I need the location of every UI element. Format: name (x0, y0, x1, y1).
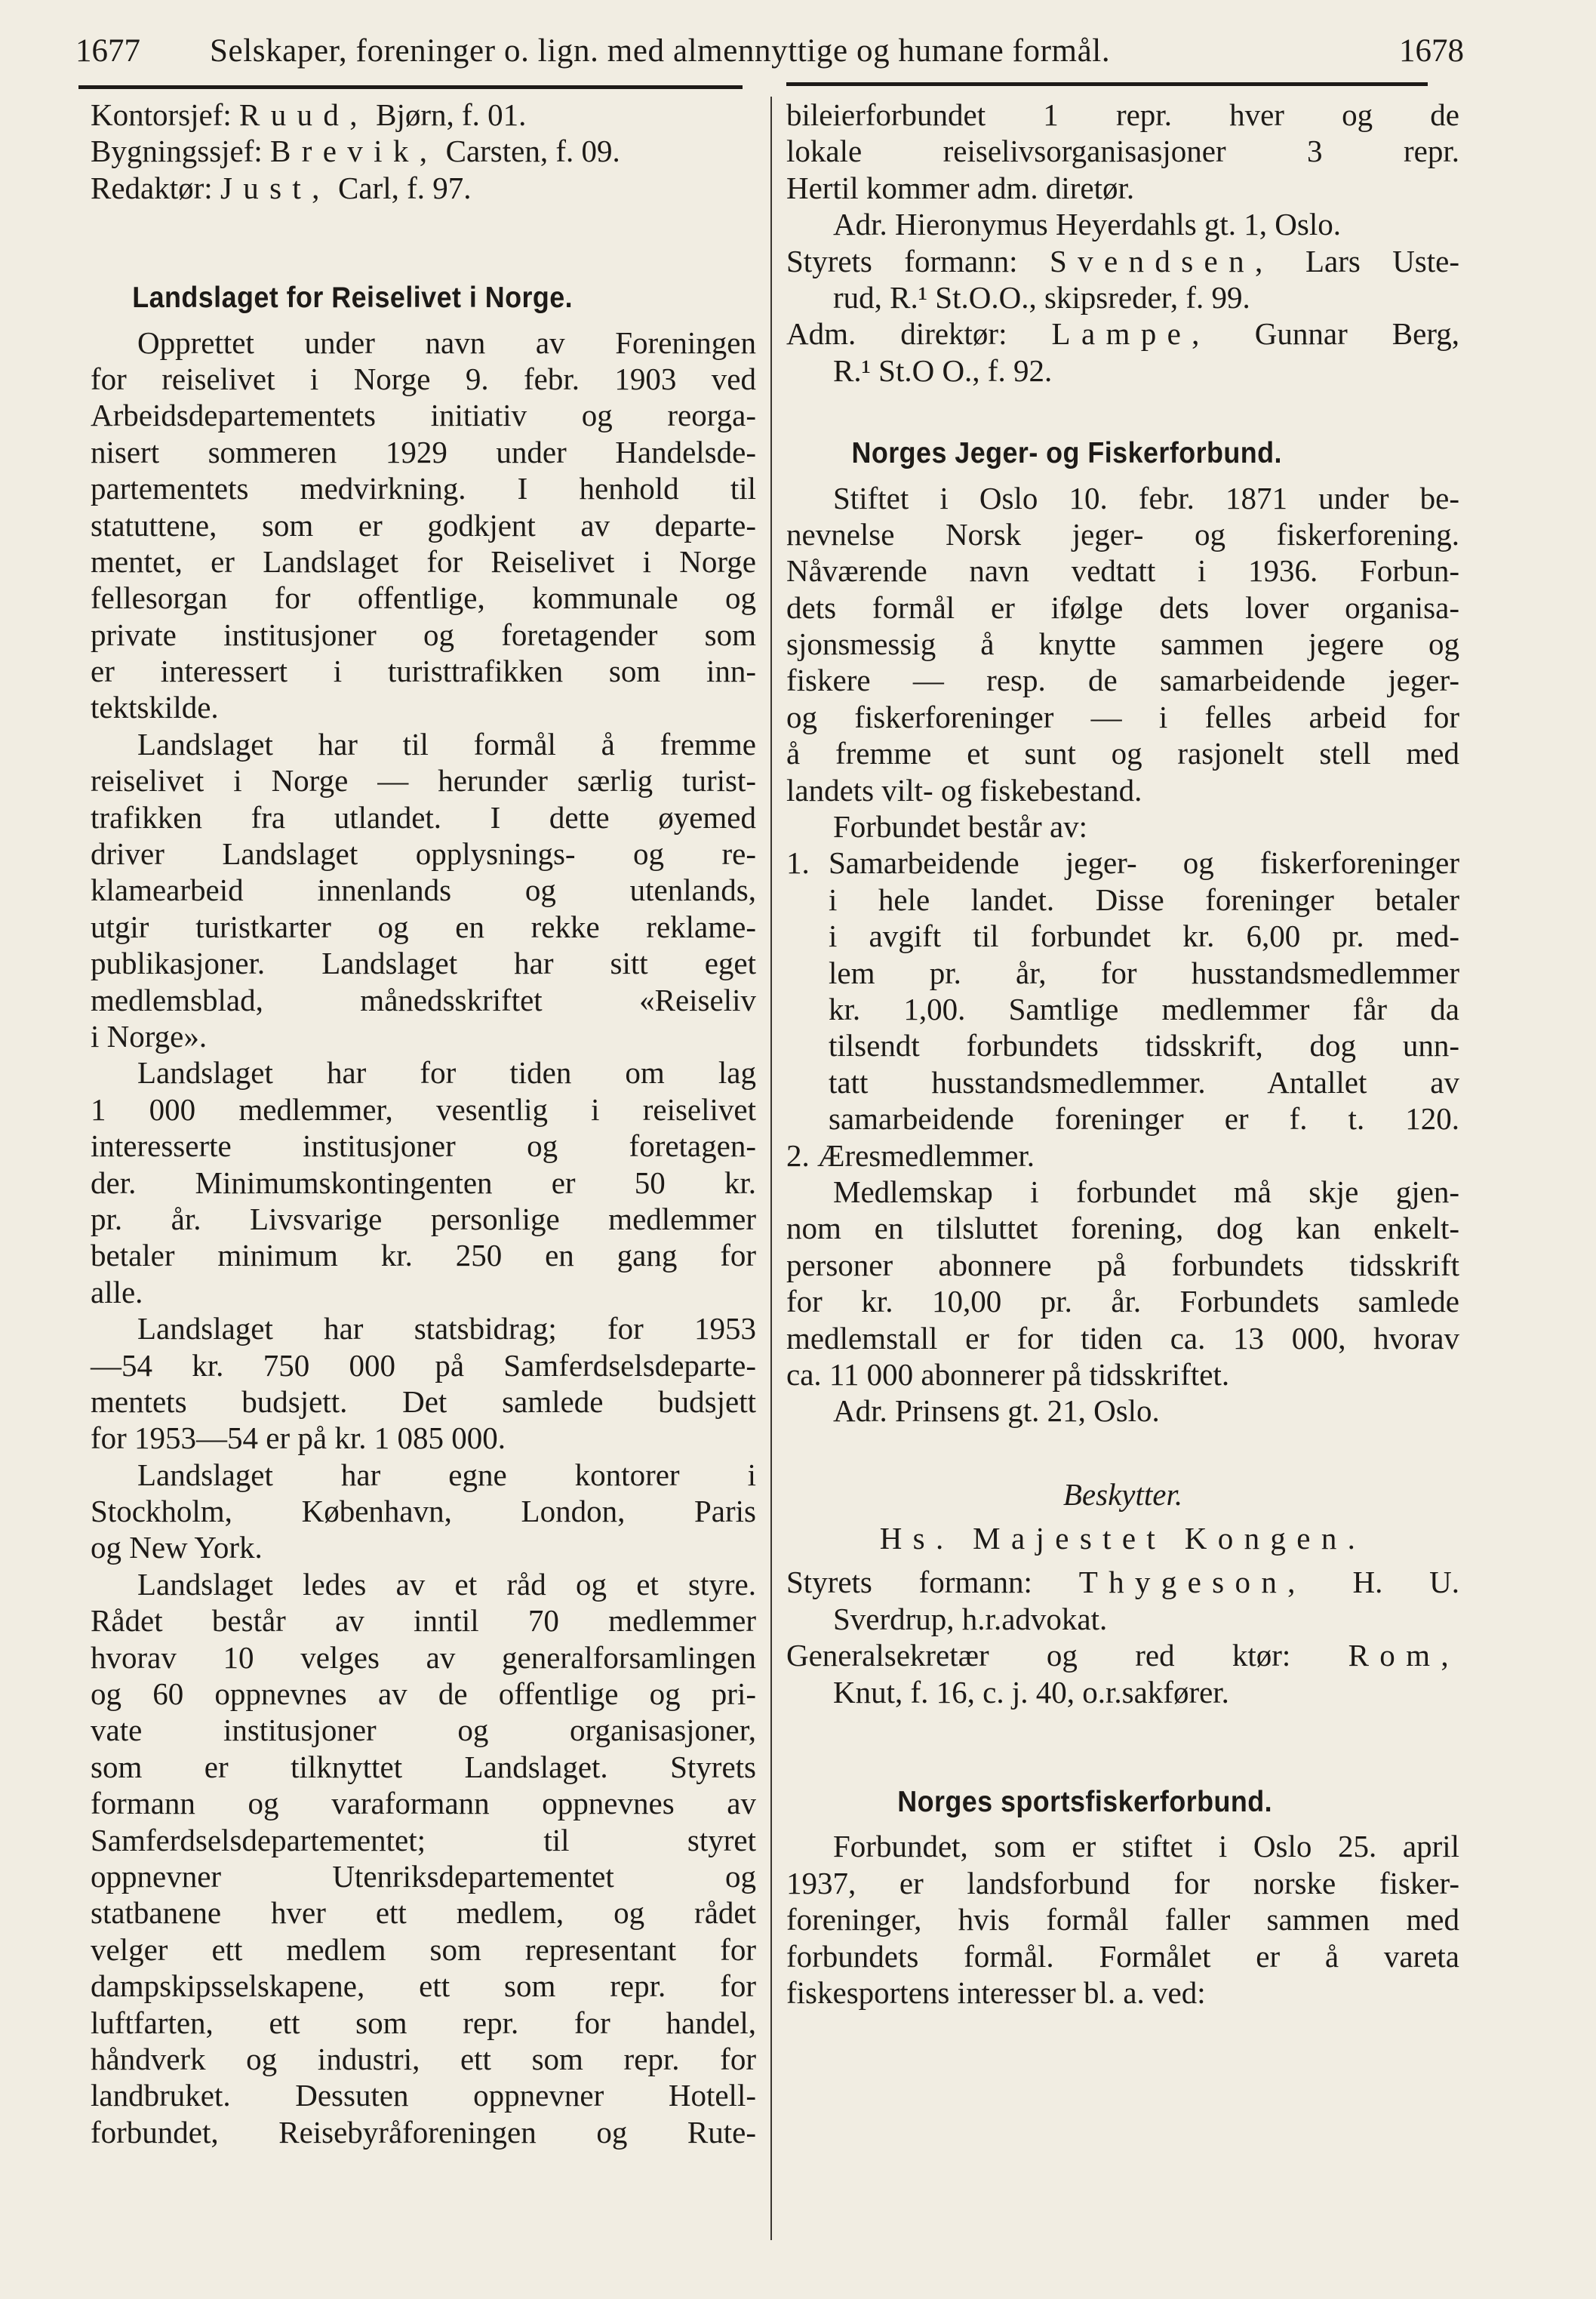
paragraph: Stiftet i Oslo 10. febr. 1871 under be- nevnelse Norsk jeger- og fiskerforening. Nåværende navn vedtatt i 1936. Forbun- dets formål er ifølge dets lover organisa- sjonsmessig å knytte sammen jegere og fiskere — resp. de samarbeidende jeger- og fiskerforeninger — i felles arbeid for å fremme et sunt og rasjonelt stell med landets vilt- og fiskebestand. (786, 480, 1459, 808)
list-item: 2. Æresmedlemmer. (786, 1137, 1035, 1173)
chairman-line: Styrets formann: Thygeson, H. U. (786, 1565, 1460, 1600)
paragraph: Landslaget har egne kontorer i Stockholm, København, London, Paris og New York. (91, 1457, 756, 1565)
chairman-line: Styrets formann: Svendsen, Lars Uste- (786, 243, 1460, 279)
column-divider (770, 97, 772, 2240)
paragraph: Opprettet under navn av Foreningen for reiselivet i Norge 9. febr. 1903 ved Arbeidsdepartementets initiativ og reorga- nisert sommeren 1929 under Handelsde- partementets medvirkning. I henhold til statuttene, som er godkjent av departe- mentet, er Landslaget for Reiselivet i Norge fellesorgan for offentlige, kommunale og private institusjoner og foretagender som er interessert i turisttrafikken som inn- tektskilde. (91, 325, 756, 725)
patron-label: Beskytter. (1062, 1476, 1183, 1512)
left-column (91, 97, 756, 2150)
secretary-line: Generalsekretær og red ktør: Rom, (786, 1638, 1459, 1673)
section-heading-landslaget: Landslaget for Reiselivet i Norge. (132, 282, 574, 315)
header-rule-right (786, 82, 1428, 86)
running-title: Selskaper, foreninger o. lign. med almennyttige og humane formål. (210, 33, 1111, 69)
page-header (75, 29, 1464, 74)
paragraph: Landslaget ledes av et råd og et styre. Rådet består av inntil 70 medlemmer hvorav 10 velges av generalforsamlingen og 60 oppnevnes av de offentlige og pri- vate institusjoner og organisasjoner, som er tilknyttet Landslaget. Styrets formann og varaformann oppnevnes av Samferdselsdepartementet; til styret oppnevner Utenriksdepartementet og statbanene hver ett medlem, og rådet velger ett medlem som representant for dampskipsselskapene, ett som repr. for luftfarten, ett som repr. for handel, håndverk og industri, ett som repr. for landbruket. Dessuten oppnevner Hotell- forbundet, Reisebyråforeningen og Rute- (91, 1566, 756, 2150)
paragraph: bileierforbundet 1 repr. hver og de lokale reiselivsorganisasjoner 3 repr. Hertil kommer adm. diretør. (786, 97, 1459, 205)
page-number-right: 1678 (1399, 33, 1464, 69)
paragraph: Forbundet, som er stiftet i Oslo 25. april 1937, er landsforbund for norske fisker- foreninger, hvis formål faller sammen med forbundets formål. Formålet er å vareta fiskesportens interesser bl. a. ved: (786, 1829, 1459, 2010)
director-line: Adm. direktør: Lampe, Gunnar Berg, (786, 316, 1460, 352)
staff-line: Bygningssjef: Brevik, Carsten, f. 09. (91, 134, 620, 169)
staff-line: Kontorsjef: Ruud, Bjørn, f. 01. (91, 97, 527, 132)
section-heading-jeger: Norges Jeger- og Fiskerforbund. (851, 437, 1282, 470)
staff-line: Redaktør: Just, Carl, f. 97. (91, 170, 472, 205)
address-line: Adr. Prinsens gt. 21, Oslo. (833, 1393, 1160, 1429)
address-line: Adr. Hieronymus Heyerdahls gt. 1, Oslo. (833, 207, 1341, 242)
list-item: 1. Samarbeidende jeger- og fiskerforeninger i hele landet. Disse foreninger betaler i avgift til forbundet kr. 6,00 pr. med- lem pr. år, for husstandsmedlemmer kr. 1,00. Samtlige medlemmer får da tilsendt forbundets tidsskrift, dog unn- tatt husstandsmedlemmer. Antallet av samarbeidende foreninger er f. t. 120. (786, 845, 1459, 1137)
paragraph: Landslaget har statsbidrag; for 1953 —54 kr. 750 000 på Samferdselsdeparte- mentets budsjett. Det samlede budsjett for 1953—54 er på kr. 1 085 000. (91, 1311, 756, 1456)
section-heading-sportsfisker: Norges sportsfiskerforbund. (897, 1786, 1273, 1819)
header-rule-left (78, 85, 743, 89)
page-number-left: 1677 (75, 33, 140, 69)
patron-name: Hs. Majestet Kongen. (879, 1521, 1367, 1556)
paragraph: Landslaget har for tiden om lag 1 000 medlemmer, vesentlig i reiselivet interesserte institusjoner og foretagen- der. Minimumskontingenten er 50 kr. pr. år. Livsvarige personlige medlemmer betaler minimum kr. 250 en gang for alle. (91, 1055, 756, 1310)
right-column: bileierforbundet 1 repr. hver og de lokale reiselivsorganisasjoner 3 repr. Hertil kommer adm. diretør. Adr. Hieronymus Heyerdahls gt. 1, Oslo. Styrets formann: Svendsen, Lars Uste- rud, R.¹ St.O.O., skipsreder, f. 99. Adm. direktør: Lampe, Gunnar Berg, R.¹ St.O O., f. 92. Norges Jeger- og Fiskerforbund. Stiftet i Oslo 10. febr. 1871 under be- nevnelse Norsk jeger- og fiskerforening. Nåværende navn vedtatt i 1936. Forbun- dets formål er ifølge dets lover organisa- sjonsmessig å knytte sammen jegere og fiskere — resp. de samarbeidende jeger- og fiskerforeninger — i felles arbeid for å fremme et sunt og rasjonelt stell med landets vilt- og fiskebestand. Forbundet består av: 1. Samarbeidende jeger- og fiskerforeninger i hele landet. Disse foreninger betaler i avgift til forbundet kr. 6,00 pr. med- lem pr. år, for husstandsmedlemmer kr. 1,00. Samtlige medlemmer får da tilsendt forbundets tidsskrift, dog unn- tatt husstandsmedlemmer. Antallet av samarbeidende foreninger er f. t. 120. 2. Æresmedlemmer. Medlemskap i forbundet må skje gjen- nom en tilsluttet forening, dog kan enkelt- personer abonnere på forbundets tidsskrift for kr. 10,00 pr. år. Forbundets samlede medlemstall er for tiden ca. 13 000, hvorav ca. 11 000 abonnerer på tidsskriftet. Adr. Prinsens gt. 21, Oslo. Beskytter. Hs. Majestet Kongen. Styrets formann: Thygeson, H. U. Sverdrup, h.r.advokat. Generalsekretær og red ktør: Rom, Knut, f. 16, c. j. 40, o.r.sakfører. Norges sportsfiskerforbund. Forbundet, som er stiftet i Oslo 25. april 1937, er landsforbund for norske fisker- foreninger, hvis formål faller sammen med forbundets formål. Formålet er å vareta fiskesportens interesser bl. a. ved: (786, 97, 1460, 2010)
paragraph: Landslaget har til formål å fremme reiselivet i Norge — herunder særlig turist- trafikken fra utlandet. I dette øyemed driver Landslaget opplysnings- og re- klamearbeid innenlands og utenlands, utgir turistkarter og en rekke reklame- publikasjoner. Landslaget har sitt eget medlemsblad, månedsskriftet «Reiseliv i Norge». (91, 726, 756, 1054)
paragraph: Medlemskap i forbundet må skje gjen- nom en tilsluttet forening, dog kan enkelt- personer abonnere på forbundets tidsskrift for kr. 10,00 pr. år. Forbundets samlede medlemstall er for tiden ca. 13 000, hvorav ca. 11 000 abonnerer på tidsskriftet. (786, 1174, 1459, 1392)
